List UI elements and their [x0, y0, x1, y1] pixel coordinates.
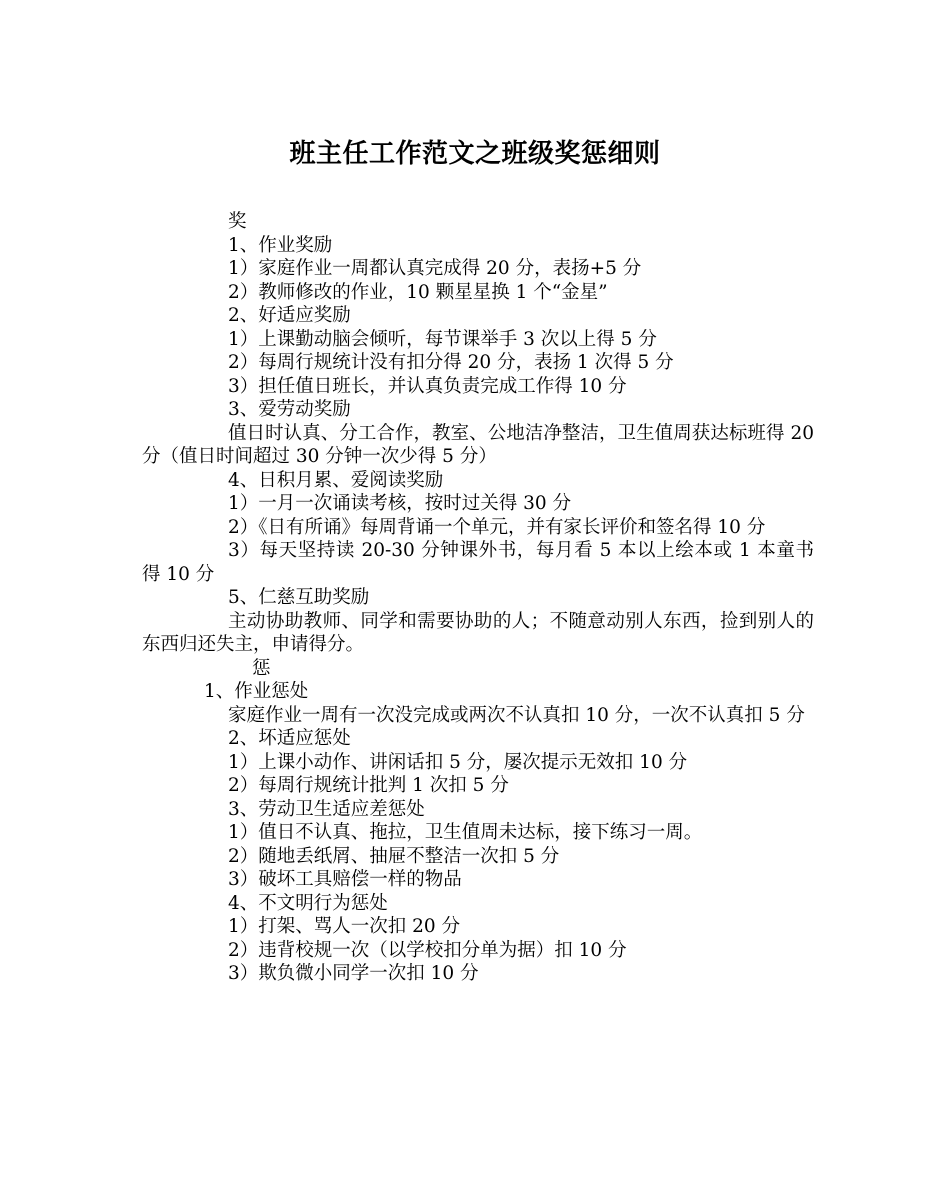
- document-body: [142, 210, 814, 986]
- penalty-rule: 1）打架、骂人一次扣 20 分: [228, 916, 461, 937]
- penalty-rule: 3）欺负微小同学一次扣 10 分: [228, 963, 479, 984]
- reward-item-heading: 4、日积月累、爱阅读奖励: [228, 469, 444, 491]
- penalty-rule: 2）每周行规统计批判 1 次扣 5 分: [228, 775, 509, 796]
- reward-item-heading: 3、爱劳动奖励: [228, 399, 351, 420]
- penalty-item-heading: 3、劳动卫生适应差惩处: [228, 798, 425, 820]
- section-heading-penalty: 惩: [252, 657, 271, 679]
- reward-paragraph: 值日时认真、分工合作，教室、公地洁净整洁，卫生值周获达标班得 20 分（值日时间超过 30 分钟一次少得 5 分）: [142, 422, 814, 467]
- reward-rule: 1）一月一次诵读考核，按时过关得 30 分: [228, 493, 572, 514]
- penalty-item-heading: 4、不文明行为惩处: [228, 892, 388, 914]
- reward-rule: 3）担任值日班长，并认真负责完成工作得 10 分: [228, 375, 627, 397]
- reward-rule: 1）上课勤动脑会倾听，每节课举手 3 次以上得 5 分: [228, 328, 657, 350]
- penalty-item-heading: 2、坏适应惩处: [228, 728, 351, 749]
- penalty-item-heading: 1、作业惩处: [204, 681, 309, 702]
- reward-rule: 2）教师修改的作业，10 颗星星换 1 个“金星”: [228, 281, 608, 303]
- reward-paragraph: 3）每天坚持读 20-30 分钟课外书，每月看 5 本以上绘本或 1 本童书得 10 分: [142, 540, 814, 585]
- reward-rule: 1）家庭作业一周都认真完成得 20 分，表扬+5 分: [228, 258, 642, 279]
- section-heading-reward: 奖: [228, 211, 247, 232]
- penalty-rule: 3）破坏工具赔偿一样的物品: [228, 869, 462, 890]
- penalty-rule: 2）随地丢纸屑、抽屉不整洁一次扣 5 分: [228, 845, 560, 867]
- reward-item-heading: 1、作业奖励: [228, 234, 333, 256]
- penalty-rule: 2）违背校规一次（以学校扣分单为据）扣 10 分: [228, 939, 627, 961]
- penalty-paragraph: 家庭作业一周有一次没完成或两次不认真扣 10 分，一次不认真扣 5 分: [228, 704, 805, 726]
- reward-item-heading: 5、仁慈互助奖励: [228, 587, 370, 608]
- penalty-rule: 1）上课小动作、讲闲话扣 5 分，屡次提示无效扣 10 分: [228, 751, 688, 773]
- penalty-rule: 1）值日不认真、拖拉，卫生值周未达标，接下练习一周。: [228, 822, 703, 843]
- reward-rule: 2）每周行规统计没有扣分得 20 分，表扬 1 次得 5 分: [228, 352, 674, 373]
- reward-paragraph: 2）《日有所诵》每周背诵一个单元，并有家长评价和签名得 10 分: [228, 516, 766, 538]
- reward-item-heading: 2、好适应奖励: [228, 305, 351, 326]
- reward-paragraph: 主动协助教师、同学和需要协助的人；不随意动别人东西，捡到别人的东西归还失主，申请得分。: [142, 610, 814, 655]
- document-title: 班主任工作范文之班级奖惩细则: [289, 139, 661, 169]
